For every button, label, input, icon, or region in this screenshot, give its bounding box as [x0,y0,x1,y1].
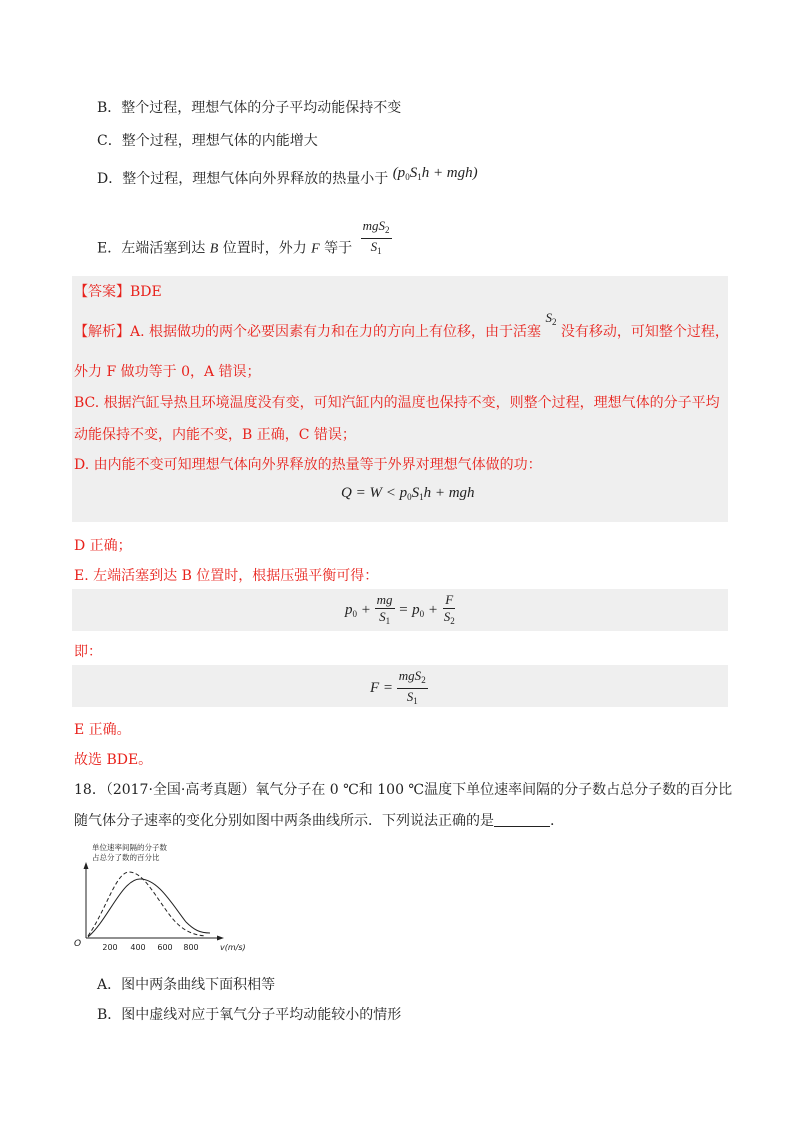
y-axis-arrow [84,862,89,869]
curve-solid [88,879,210,937]
q18-line-2 [74,811,554,831]
x-axis-arrow [217,936,224,941]
option-c: C．整个过程，理想气体的内能增大 [97,133,318,149]
option-e-prefix: E．左端活塞到达 [97,240,206,257]
tick-600: 600 [157,943,173,952]
analysis-line-5: D. 由内能不变可知理想气体向外界释放的热量等于外界对理想气体做的功： [74,457,542,473]
equation-q: $Q = W < p_0S_1h$ + mgh [341,485,475,502]
tick-200: 200 [102,943,118,952]
q18-line-2-text: 随气体分子速率的变化分别如图中两条曲线所示．下列说法正确的是 [74,813,494,829]
analysis-line-4: 动能保持不变，内能不变，B 正确，C 错误； [74,427,356,443]
analysis-line-1a: 【解析】A. 根据做功的两个必要因素有力和在力的方向上有位移，由于活塞 [74,324,542,340]
analysis-line-1 [74,310,729,346]
q18-option-b: B．图中虚线对应于氧气分子平均动能较小的情形 [97,1007,402,1023]
option-e-suffix: 等于 [324,240,353,257]
q18-option-a: A．图中两条曲线下面积相等 [97,977,276,993]
curve-dashed [88,872,206,936]
piston-s2: $S_2$ [545,310,557,327]
option-d-formula: $(p_0S_1h + mgh)$ [392,165,478,182]
e-analysis: E. 左端活塞到达 B 位置时，根据压强平衡可得： [74,568,379,584]
option-b: B．整个过程，理想气体的分子平均动能保持不变 [97,100,402,116]
option-d [97,165,478,193]
analysis-line-2: 外力 F 做功等于 0，A 错误； [74,364,261,380]
option-e-mid: 位置时，外力 [222,240,307,257]
analysis-line-1b: 没有移动，可知整个过程， [560,324,729,340]
origin-label: O [74,939,82,949]
answer-label: 【答案】BDE [74,284,162,300]
e-correct: E 正确。 [74,722,131,738]
option-e-point: B [209,241,219,257]
d-correct: D 正确； [74,538,132,554]
figure-ylabel-2: 占总分了数的百分比 [92,853,160,862]
tick-800: 800 [183,943,199,952]
ji-label: 即： [74,644,102,660]
equation-pressure: $p_0$ + $\frac{mg}{S_1}$ = $p_0$ + $\frac{F}{S_2}$ [345,592,455,626]
analysis-line-3: BC. 根据汽缸导热且环境温度没有变，可知汽缸内的温度也保持不变，则整个过程，理想气体的分子平均 [74,395,720,411]
option-e [97,218,392,269]
figure-ylabel-1: 单位速率间隔的分子数 [92,843,167,852]
equation-force: F = $\frac{mgS_2}{S_1}$ [370,668,426,706]
speed-distribution-figure [72,838,262,960]
tick-400: 400 [130,943,146,952]
option-e-force: F [311,241,320,257]
answer-blank [494,812,550,827]
option-d-text: D．整个过程，理想气体向外界释放的热量小于 [97,171,389,187]
q18-line-2-end: . [550,813,555,829]
option-e-fraction: $\frac{mgS_2}{S_1}$ [362,218,390,256]
x-axis-label: v(m/s) [220,943,246,952]
choose-bde: 故选 BDE。 [74,752,153,768]
q18-line-1: 18．（2017·全国·高考真题）氧气分子在 0 ℃和 100 ℃温度下单位速率间隔的分子数占总分子数的百分比 [74,782,733,798]
